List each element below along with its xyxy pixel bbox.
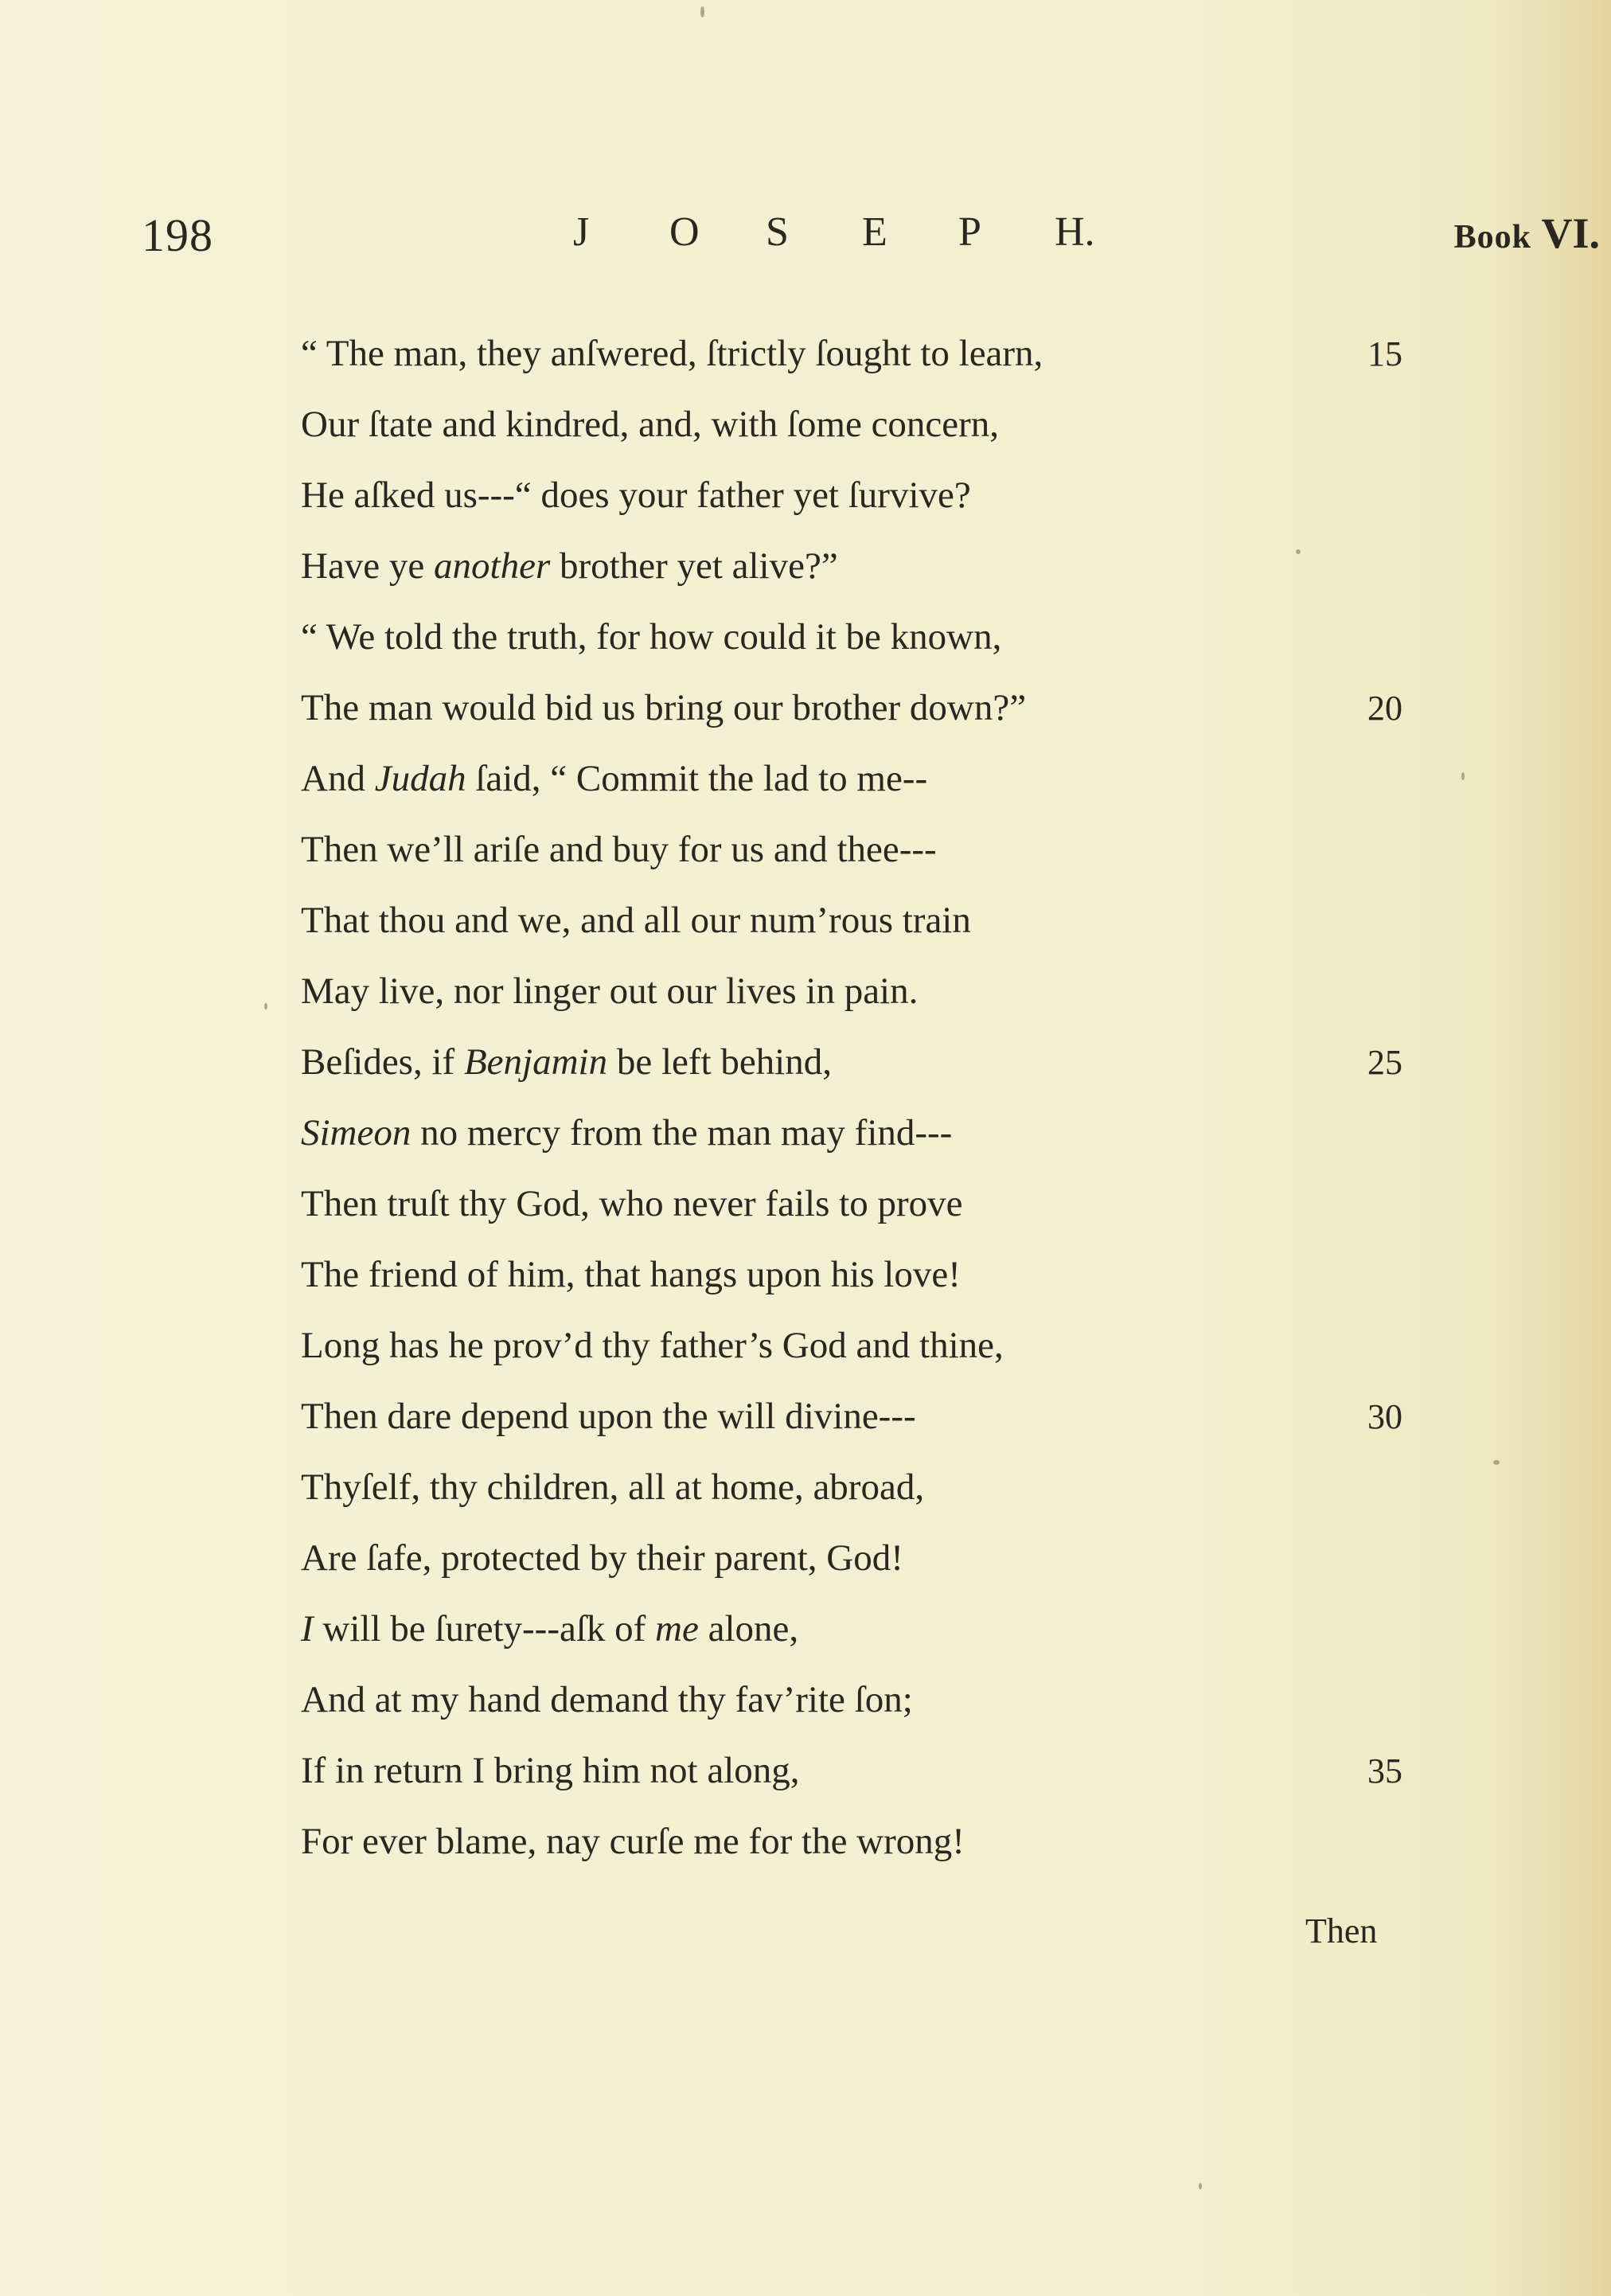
verse-line bbox=[301, 1523, 1431, 1594]
italic-name: I bbox=[301, 1608, 314, 1650]
verse-text bbox=[301, 1027, 832, 1098]
running-title-letter: E bbox=[862, 209, 887, 255]
book-reference bbox=[1454, 209, 1600, 258]
verse-text: Long has he prov’d thy father’s God and thine, bbox=[301, 1325, 1004, 1366]
verse-line bbox=[301, 1806, 1431, 1877]
verse-text: Thyſelf, thy children, all at home, abroad, bbox=[301, 1466, 925, 1508]
verse-segment: alone, bbox=[698, 1608, 799, 1650]
verse-line bbox=[301, 318, 1431, 389]
verse-segment: Have ye bbox=[301, 545, 435, 587]
verse-line bbox=[301, 1310, 1431, 1381]
verse-text bbox=[301, 531, 838, 602]
verse-line bbox=[301, 602, 1431, 673]
book-number: VI. bbox=[1541, 209, 1600, 257]
book-label: Book bbox=[1453, 219, 1531, 256]
running-title-letter: S bbox=[766, 209, 789, 255]
verse-segment: ſaid, “ Commit the lad to me-- bbox=[466, 758, 928, 799]
verse-line bbox=[301, 1665, 1431, 1736]
verse-text: And at my hand demand thy fav’rite ſon; bbox=[301, 1679, 913, 1720]
verse-text: “ We told the truth, for how could it be known, bbox=[301, 616, 1002, 658]
verse-segment: will be ſurety---aſk of bbox=[313, 1608, 656, 1650]
verse-text bbox=[301, 744, 927, 814]
verse-line bbox=[301, 1098, 1431, 1169]
verse-text: May live, nor linger out our lives in pain. bbox=[301, 970, 919, 1012]
verse-line bbox=[301, 1594, 1431, 1665]
verse-text: “ The man, they anſwered, ſtrictly ſought to learn, bbox=[301, 333, 1043, 374]
running-title-letter: O bbox=[669, 209, 700, 255]
verse-text: Then truſt thy God, who never fails to prove bbox=[301, 1183, 963, 1224]
italic-name: Simeon bbox=[301, 1112, 412, 1154]
verse-line bbox=[301, 1736, 1431, 1806]
running-title-letter: H. bbox=[1055, 209, 1095, 255]
verse-line bbox=[301, 885, 1431, 956]
verse-text: He aſked us---“ does your father yet ſurvive? bbox=[301, 474, 971, 516]
verse-text: Then we’ll ariſe and buy for us and thee--- bbox=[301, 829, 937, 870]
running-title-letter: P bbox=[958, 209, 981, 255]
italic-name: Judah bbox=[374, 758, 466, 799]
paper-speck bbox=[1461, 772, 1465, 780]
paper-speck bbox=[1493, 1460, 1500, 1465]
verse-line bbox=[301, 956, 1431, 1027]
verse-text: That thou and we, and all our num’rous train bbox=[301, 900, 971, 941]
verse-text: The friend of him, that hangs upon his love! bbox=[301, 1254, 961, 1295]
verse-segment: no mercy from the man may find--- bbox=[411, 1112, 953, 1154]
verse-line bbox=[301, 531, 1431, 602]
paper-speck bbox=[264, 1003, 267, 1009]
verse-line bbox=[301, 673, 1431, 744]
line-number: 25 bbox=[1367, 1043, 1402, 1082]
verse-text bbox=[301, 1098, 952, 1169]
verse-segment: be left behind, bbox=[607, 1041, 832, 1083]
catchword: Then bbox=[1305, 1911, 1378, 1950]
verse-line bbox=[301, 1452, 1431, 1523]
page-header bbox=[0, 209, 1611, 272]
verse-line bbox=[301, 1027, 1431, 1098]
line-number: 20 bbox=[1367, 689, 1402, 728]
verse-segment: Beſides, if bbox=[301, 1041, 464, 1083]
verse-line bbox=[301, 460, 1431, 531]
verse-text: If in return I bring him not along, bbox=[301, 1750, 800, 1791]
italic-name: me bbox=[655, 1608, 699, 1650]
italic-name: another bbox=[434, 545, 551, 587]
verse-line bbox=[301, 1169, 1431, 1240]
verse-line bbox=[301, 389, 1431, 460]
verse-line bbox=[301, 1381, 1431, 1452]
poem-body bbox=[301, 318, 1431, 1877]
verse-line bbox=[301, 744, 1431, 814]
paper-speck bbox=[1296, 549, 1301, 554]
page-number: 198 bbox=[142, 209, 213, 261]
running-title bbox=[573, 209, 1151, 256]
verse-line bbox=[301, 1240, 1431, 1310]
verse-text: For ever blame, nay curſe me for the wrong! bbox=[301, 1821, 965, 1862]
paper-speck bbox=[700, 6, 704, 18]
verse-text: The man would bid us bring our brother down?” bbox=[301, 687, 1027, 728]
verse-text: Our ſtate and kindred, and, with ſome concern, bbox=[301, 404, 1000, 445]
paper-speck bbox=[1199, 2183, 1202, 2189]
verse-segment: And bbox=[301, 758, 375, 799]
verse-text bbox=[301, 1594, 798, 1665]
running-title-letter: J bbox=[573, 209, 590, 255]
verse-line bbox=[301, 814, 1431, 885]
line-number: 15 bbox=[1367, 334, 1402, 373]
line-number: 35 bbox=[1367, 1751, 1402, 1790]
line-number: 30 bbox=[1367, 1397, 1402, 1436]
verse-segment: brother yet alive?” bbox=[550, 545, 838, 587]
italic-name: Benjamin bbox=[463, 1041, 608, 1083]
verse-text: Are ſafe, protected by their parent, God! bbox=[301, 1537, 903, 1579]
verse-text: Then dare depend upon the will divine--- bbox=[301, 1396, 916, 1437]
